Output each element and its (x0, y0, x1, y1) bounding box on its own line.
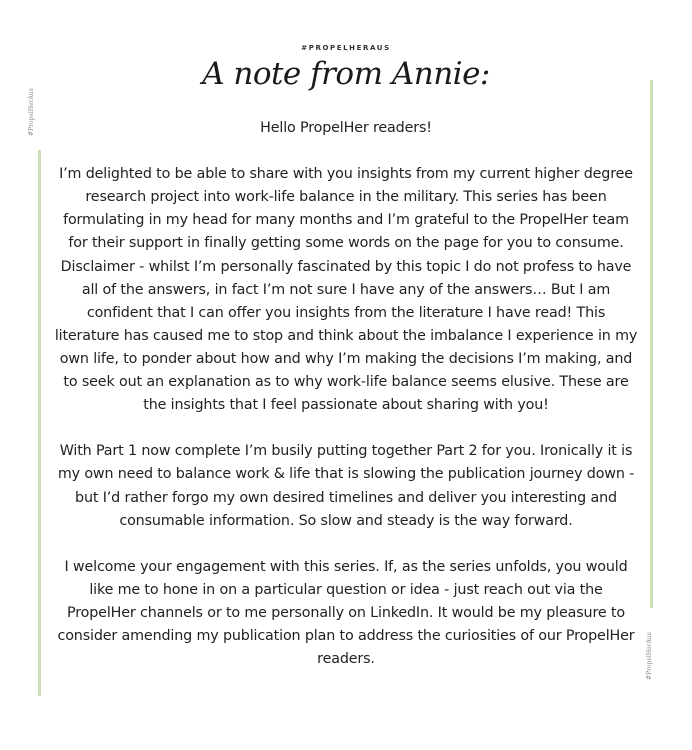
paragraph-progress: With Part 1 now complete I’m busily putting together Part 2 for you. Ironically it is my own need to balance work & life that is slowing the publication journey down - but I’d rather forgo my own desired timelines and deliver you interesting and consumable information. So slow and steady is the way forward. (57, 443, 635, 529)
paragraph-engagement: I welcome your engagement with this series. If, as the series unfolds, you would like me to hone in on a particular question or idea - just reach out via the PropelHer channels or to me personally on LinkedIn. It would be my pleasure to consider amending my publication plan to address the curiosities of our PropelHer readers. (57, 558, 635, 668)
greeting: Hello PropelHer readers! (260, 120, 432, 136)
hashtag-header: #PROPELHERAUS (301, 44, 391, 52)
side-hashtag-right: #PropelHerAus (646, 632, 653, 680)
letter-body (54, 117, 638, 694)
side-hashtag-left: #PropelHerAus (28, 88, 35, 136)
page-title: A note from Annie: (202, 56, 490, 92)
accent-rule-right (650, 80, 653, 608)
paragraph-intro: I’m delighted to be able to share with you insights from my current higher degree research project into work-life balance in the military. This series has been formulating in my head for many months and I’m grateful to the PropelHer team for their support in finally getting some words on the page for you to consume. Disclaimer - whilst I’m personally fascinated by this topic I do not profess to have all of the answers, in fact I’m not sure I have any of the answers… But I am confident that I can offer you insights from the literature I have read! This literature has caused me to stop and think about the imbalance I experience in my own life, to ponder about how and why I’m making the decisions I’m making, and to seek out an explanation as to why work-life balance seems elusive. These are the insights that I feel passionate about sharing with you! (54, 166, 638, 414)
accent-rule-left (38, 150, 41, 696)
